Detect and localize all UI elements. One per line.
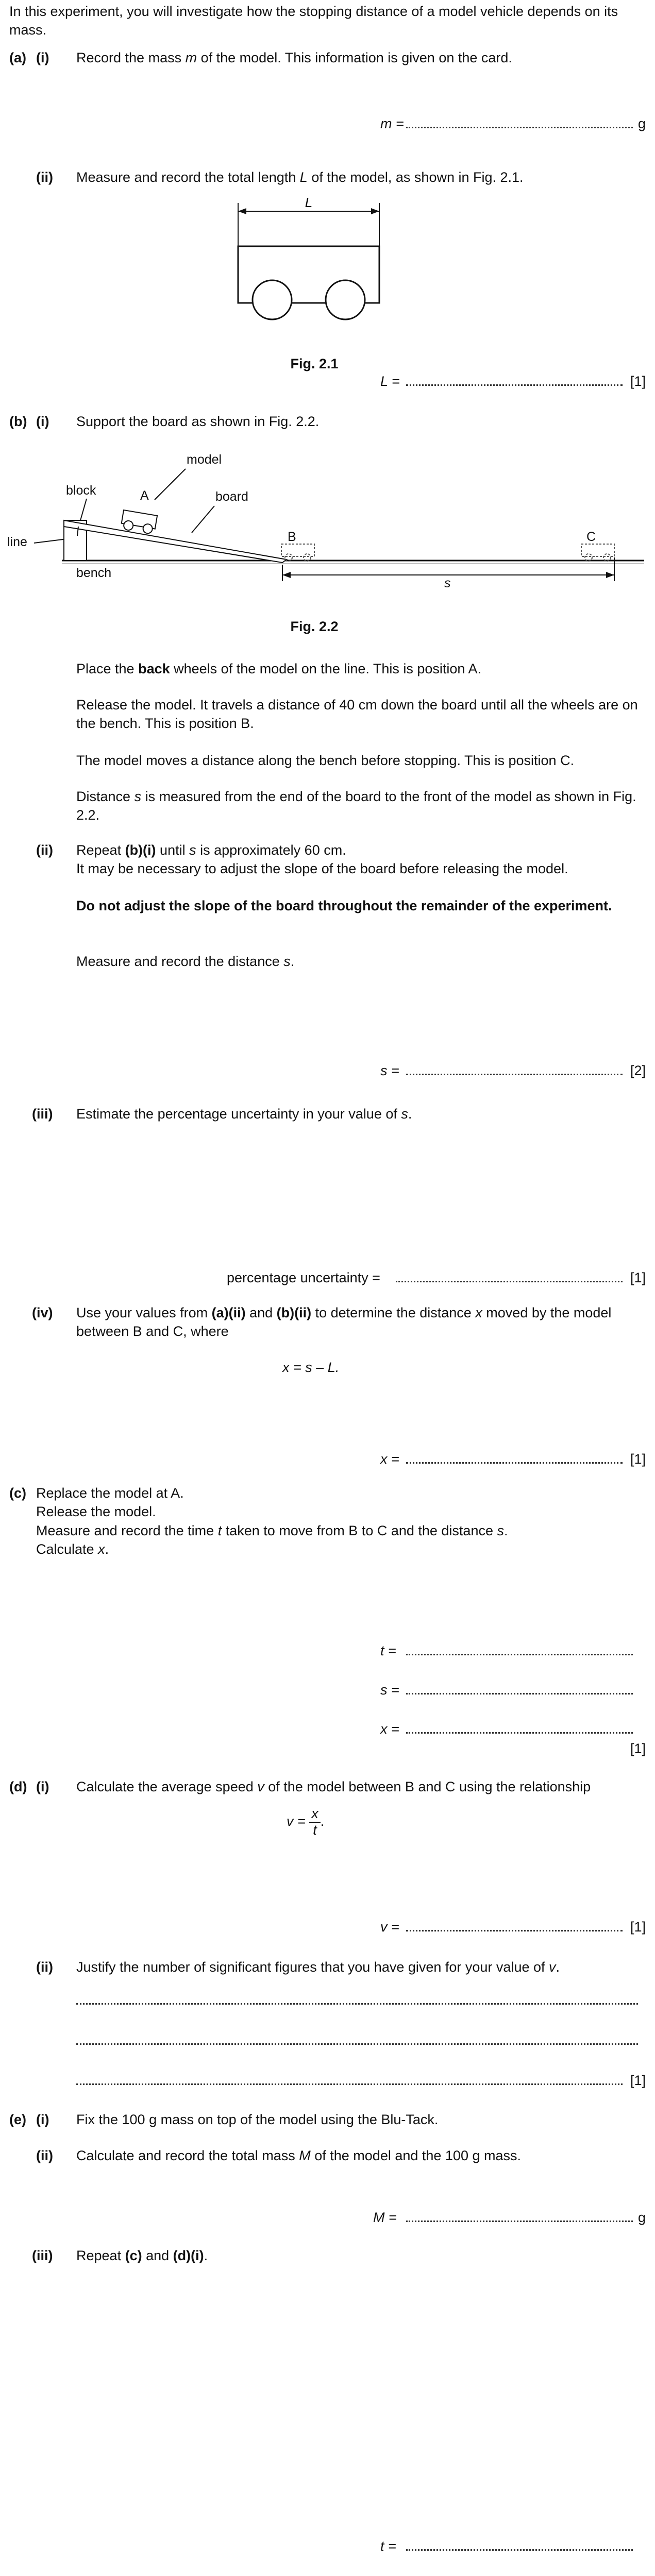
- d-ii-answer-line-1[interactable]: [76, 2003, 638, 2005]
- b-paragraph-2: Release the model. It travels a distance of 40 cm down the board until all the wheels are on the bench. This is position B.: [76, 697, 638, 732]
- percentage-uncertainty-label: percentage uncertainty =: [227, 1270, 380, 1285]
- fig-B-label: B: [288, 530, 296, 544]
- fig-board-label: board: [215, 489, 248, 504]
- part-d-ii-label: (ii): [36, 1959, 53, 1975]
- mark-d-i: [1]: [630, 1919, 646, 1935]
- d-ii-answer-line-2[interactable]: [76, 2043, 638, 2045]
- part-d-i-text: Calculate the average speed v of the model between B and C using the relationship: [76, 1779, 591, 1794]
- model-at-B: [281, 544, 314, 561]
- part-e-i-label: (i): [36, 2112, 49, 2127]
- M-answer-line[interactable]: [406, 2221, 633, 2222]
- figure-2-2: [0, 443, 655, 598]
- m-answer-line[interactable]: [406, 127, 633, 128]
- part-a-label: (a): [9, 50, 26, 65]
- x-answer-line[interactable]: [406, 1462, 623, 1464]
- fig-2-1-caption: Fig. 2.1: [290, 356, 339, 371]
- L-answer-line[interactable]: [406, 384, 623, 386]
- c-t-answer-line[interactable]: [406, 1654, 633, 1655]
- fig-s-label: s: [444, 576, 451, 590]
- d-ii-answer-line-3[interactable]: [76, 2083, 623, 2085]
- part-e-iii-label: (iii): [32, 2248, 53, 2263]
- m-label: m =: [380, 116, 404, 131]
- part-b-i-label: (i): [36, 414, 49, 429]
- part-b-iii-label: (iii): [32, 1106, 53, 1122]
- part-e-ii-text: Calculate and record the total mass M of the model and the 100 g mass.: [76, 2148, 521, 2163]
- part-b-ii-label: (ii): [36, 842, 53, 858]
- model-at-C: [581, 544, 614, 561]
- c-x-label: x =: [380, 1721, 399, 1737]
- m-unit: g: [638, 116, 646, 131]
- c-x-answer-line[interactable]: [406, 1732, 633, 1734]
- fig-model-label: model: [187, 452, 222, 467]
- part-b-iv-text: Use your values from (a)(ii) and (b)(ii) to determine the distance x moved by the model between B and C, where: [76, 1305, 612, 1340]
- v-answer-line[interactable]: [406, 1930, 623, 1931]
- mark-b-ii: [2]: [630, 1063, 646, 1078]
- part-e-label: (e): [9, 2112, 26, 2127]
- b-paragraph-1: Place the back wheels of the model on the line. This is position A.: [76, 661, 481, 676]
- part-b-ii-text: Repeat (b)(i) until s is approximately 60 cm. It may be necessary to adjust the slope of the board before releasing the model.: [76, 842, 568, 877]
- s-label: s =: [380, 1063, 399, 1078]
- fig-line-label: line: [7, 535, 27, 549]
- part-d-i-label: (i): [36, 1779, 49, 1794]
- fig-A-label: A: [140, 488, 149, 503]
- part-b-iv-label: (iv): [32, 1305, 53, 1320]
- mark-b-iv: [1]: [630, 1451, 646, 1467]
- part-c-text: Replace the model at A. Release the model. Measure and record the time t taken to move from B to C and the distance s. Calculate x.: [36, 1485, 508, 1557]
- front-wheel: [326, 280, 365, 319]
- figure-2-1: [222, 196, 407, 330]
- part-e-iii-text: Repeat (c) and (d)(i).: [76, 2248, 208, 2263]
- mark-a-ii: [1]: [630, 374, 646, 389]
- part-b-label: (b): [9, 414, 27, 429]
- c-t-label: t =: [380, 1643, 396, 1658]
- v-label: v =: [380, 1919, 399, 1935]
- L-label: L =: [380, 374, 400, 389]
- intro-text: In this experiment, you will investigate how the stopping distance of a model vehicle depends on its mass.: [9, 4, 618, 38]
- c-s-label: s =: [380, 1682, 399, 1698]
- board: [64, 520, 287, 563]
- fig-block-label: block: [66, 483, 96, 498]
- e-t-label: t =: [380, 2538, 396, 2554]
- fig-C-label: C: [586, 530, 596, 544]
- fig-L-label: L: [305, 196, 313, 210]
- mark-c: [1]: [630, 1741, 646, 1756]
- mark-b-iii: [1]: [630, 1270, 646, 1285]
- part-b-i-text: Support the board as shown in Fig. 2.2.: [76, 414, 320, 429]
- s-answer-line[interactable]: [406, 1074, 623, 1075]
- M-unit: g: [638, 2210, 646, 2225]
- M-label: M =: [373, 2210, 397, 2225]
- e-t-answer-line[interactable]: [406, 2549, 633, 2551]
- fig-2-2-caption: Fig. 2.2: [290, 619, 339, 634]
- rear-wheel: [253, 280, 292, 319]
- equation-v: v = $\frac{x}{t}$ .: [287, 1806, 325, 1838]
- part-a-ii-text: Measure and record the total length L of the model, as shown in Fig. 2.1.: [76, 170, 524, 185]
- c-s-answer-line[interactable]: [406, 1693, 633, 1694]
- part-e-ii-label: (ii): [36, 2148, 53, 2163]
- mark-d-ii: [1]: [630, 2073, 646, 2088]
- equation-x: x = s – L.: [282, 1360, 340, 1375]
- b-warning: Do not adjust the slope of the board throughout the remainder of the experiment.: [76, 898, 612, 913]
- part-e-i-text: Fix the 100 g mass on top of the model using the Blu-Tack.: [76, 2112, 439, 2127]
- percentage-uncertainty-answer-line[interactable]: [396, 1281, 623, 1282]
- x-label: x =: [380, 1451, 399, 1467]
- b-measure-text: Measure and record the distance s.: [76, 954, 295, 969]
- part-a-i-text: Record the mass m of the model. This information is given on the card.: [76, 50, 512, 65]
- part-d-ii-text: Justify the number of significant figures that you have given for your value of v.: [76, 1959, 560, 1975]
- part-d-label: (d): [9, 1779, 27, 1794]
- b-paragraph-3: The model moves a distance along the bench before stopping. This is position C.: [76, 753, 575, 768]
- part-b-iii-text: Estimate the percentage uncertainty in your value of s.: [76, 1106, 412, 1122]
- part-a-i-label: (i): [36, 50, 49, 65]
- b-paragraph-4: Distance s is measured from the end of the board to the front of the model as shown in Fig. 2.2.: [76, 789, 636, 823]
- part-c-label: (c): [9, 1485, 26, 1501]
- fig-bench-label: bench: [76, 566, 112, 580]
- part-a-ii-label: (ii): [36, 170, 53, 185]
